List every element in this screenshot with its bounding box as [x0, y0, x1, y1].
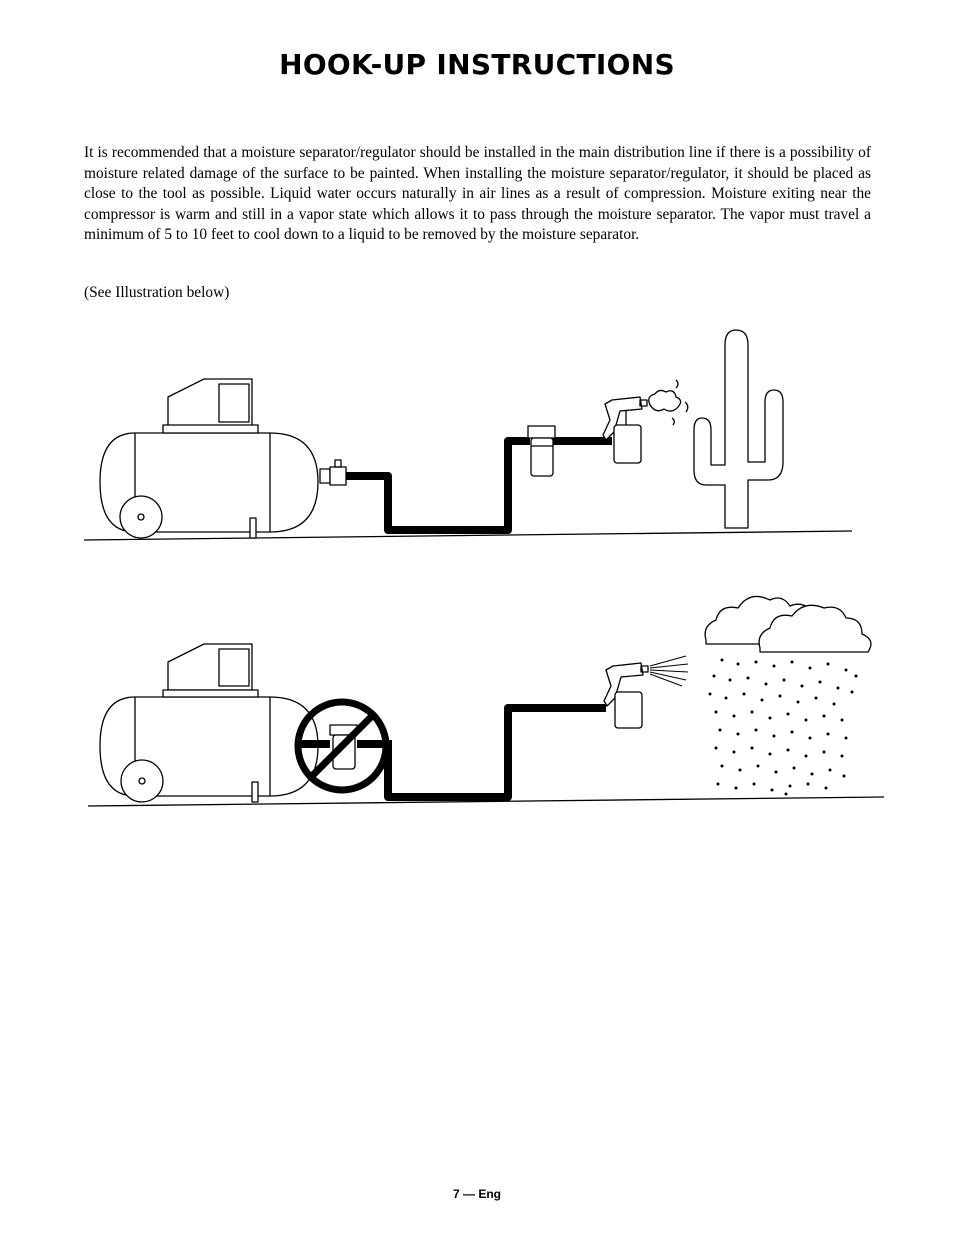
- page-number: 7 — Eng: [452, 1187, 501, 1201]
- air-hose: [346, 441, 612, 530]
- moisture-separator: [528, 426, 555, 476]
- air-compressor: [100, 379, 318, 538]
- spray-droplets-icon: [650, 656, 688, 686]
- instructions-paragraph: It is recommended that a moisture separator/regulator should be installed in the main distribution line if there is a possibility of moisture related damage of the surface to be painted. When installing the moisture separator/regulator, it should be placed as close to the tool as possible. Liquid water occurs naturally in air lines as a result of compression. Moisture exiting near the compressor is warm and still in a vapor state which allows it to pass through the moisture separator. The vapor must travel a minimum of 5 to 10 feet to cool down to a liquid to be removed by the moisture separator.: [84, 144, 871, 244]
- rain-cloud-icon: [705, 596, 871, 652]
- see-illustration-note: (See Illustration below): [84, 284, 230, 301]
- cactus-icon: [694, 330, 783, 528]
- air-hose: [388, 708, 606, 797]
- page-title: HOOK-UP INSTRUCTIONS: [279, 48, 675, 81]
- figure-correct-hookup: [84, 330, 852, 540]
- rain-drops: [709, 659, 858, 796]
- spray-gun: [603, 397, 647, 463]
- figure-incorrect-hookup: [88, 596, 884, 806]
- air-compressor: [100, 644, 318, 802]
- tank-valve: [320, 460, 346, 485]
- spray-gun: [604, 663, 648, 728]
- spray-mist-icon: [649, 380, 688, 425]
